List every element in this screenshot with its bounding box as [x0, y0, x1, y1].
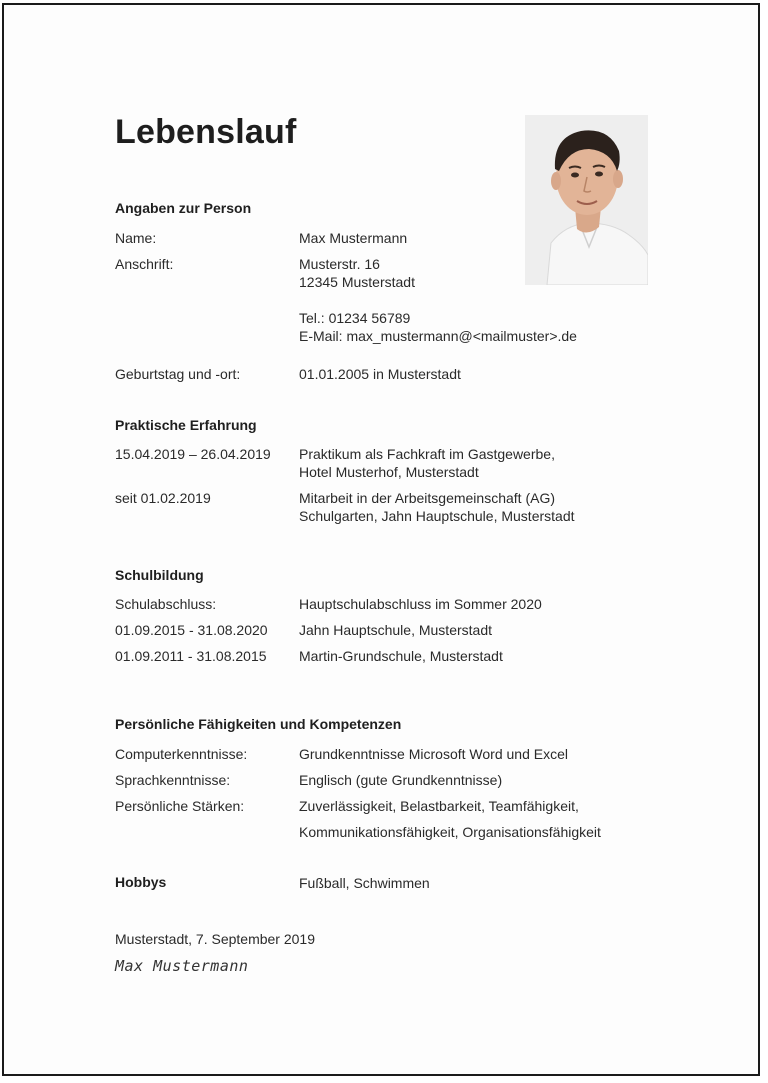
language-skills-value: Englisch (gute Grundkenntnisse) — [299, 772, 503, 788]
education-value: Jahn Hauptschule, Musterstadt — [299, 622, 492, 638]
section-heading-personal: Angaben zur Person — [115, 200, 252, 216]
computer-skills-value: Grundkenntnisse Microsoft Word und Excel — [299, 746, 568, 762]
computer-skills-label: Computerkenntnisse: — [115, 746, 248, 762]
education-label: 01.09.2011 - 31.08.2015 — [115, 648, 267, 664]
hobbies-value: Fußball, Schwimmen — [299, 875, 430, 891]
place-date: Musterstadt, 7. September 2019 — [115, 931, 315, 947]
education-label: Schulabschluss: — [115, 596, 217, 612]
experience-line: Hotel Musterhof, Musterstadt — [299, 464, 479, 480]
education-value: Hauptschulabschluss im Sommer 2020 — [299, 596, 542, 612]
language-skills-label: Sprachkenntnisse: — [115, 772, 231, 788]
phone-value: Tel.: 01234 56789 — [299, 310, 411, 326]
section-heading-experience: Praktische Erfahrung — [115, 417, 257, 433]
name-value: Max Mustermann — [299, 230, 408, 246]
name-label: Name: — [115, 230, 157, 246]
birth-label: Geburtstag und -ort: — [115, 366, 241, 382]
section-heading-education: Schulbildung — [115, 567, 204, 583]
person-portrait-icon — [525, 115, 648, 285]
section-heading-hobbies: Hobbys — [115, 874, 167, 890]
page-title: Lebenslauf — [115, 113, 297, 151]
cv-page — [2, 3, 760, 1076]
experience-date: seit 01.02.2019 — [115, 490, 211, 506]
signature: Max Mustermann — [115, 957, 249, 975]
experience-line: Praktikum als Fachkraft im Gastgewerbe, — [299, 446, 555, 462]
birth-value: 01.01.2005 in Musterstadt — [299, 366, 461, 382]
experience-line: Mitarbeit in der Arbeitsgemeinschaft (AG) — [299, 490, 555, 506]
strengths-value: Zuverlässigkeit, Belastbarkeit, Teamfähigkeit, — [299, 798, 579, 814]
strengths-label: Persönliche Stärken: — [115, 798, 245, 814]
experience-date: 15.04.2019 – 26.04.2019 — [115, 446, 271, 462]
strengths-value: Kommunikationsfähigkeit, Organisationsfähigkeit — [299, 824, 601, 840]
profile-photo — [525, 115, 648, 285]
education-label: 01.09.2015 - 31.08.2020 — [115, 622, 268, 638]
address-label: Anschrift: — [115, 256, 174, 272]
email-value: E-Mail: max_mustermann@<mailmuster>.de — [299, 328, 577, 344]
address-street: Musterstr. 16 — [299, 256, 380, 272]
section-heading-skills: Persönliche Fähigkeiten und Kompetenzen — [115, 716, 402, 732]
education-value: Martin-Grundschule, Musterstadt — [299, 648, 503, 664]
address-city: 12345 Musterstadt — [299, 274, 415, 290]
experience-line: Schulgarten, Jahn Hauptschule, Musterstadt — [299, 508, 575, 524]
